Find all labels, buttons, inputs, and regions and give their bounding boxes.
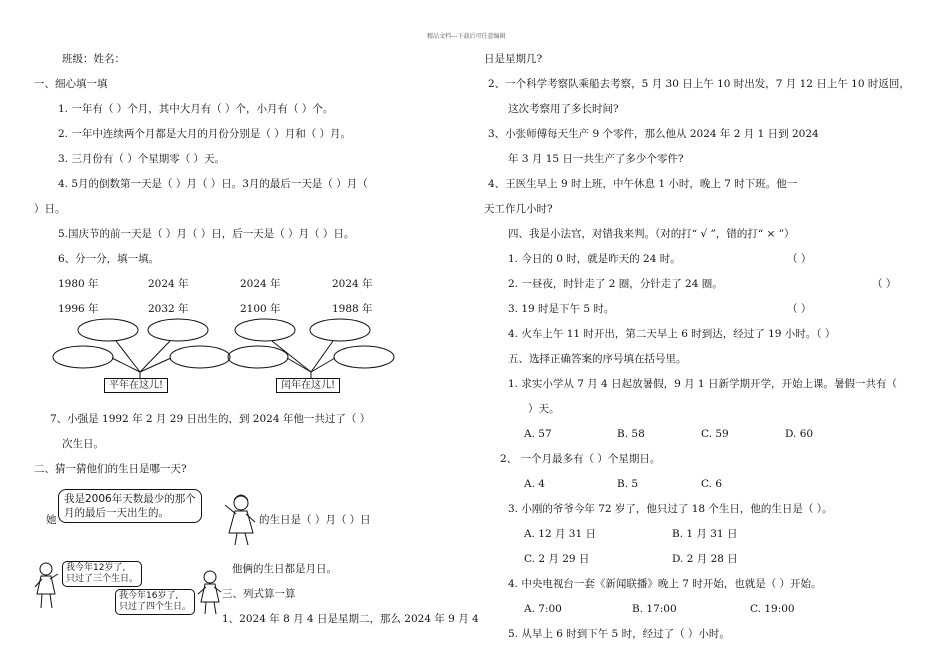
option: A. 12 月 31 日 (524, 528, 596, 540)
question-1-7b: 次生日。 (62, 438, 104, 450)
option: C. 19:00 (750, 603, 795, 615)
answer-oval (53, 346, 113, 368)
option: C. 2 月 29 日 (524, 553, 590, 565)
speech-bubble (58, 489, 202, 523)
answer-oval (228, 346, 288, 368)
section-5-q1b: ）天。 (528, 403, 560, 415)
section-4-q4: 4. 火车上午 11 时开出，第二天早上 6 时到达，经过了 19 小时。（ ） (508, 328, 836, 340)
option: B. 17:00 (632, 603, 677, 615)
question-1-4b: ）日。 (34, 203, 66, 215)
section-3-q2b: 这次考察用了多长时间? (508, 103, 619, 115)
page-header: 精品文档---下载后可任意编辑 (427, 33, 506, 40)
section-3-q1: 1、2024 年 8 月 4 日是星期二，那么 2024 年 9 月 4 (222, 613, 479, 625)
answer-oval (78, 319, 138, 341)
their-birthday-line: 他俩的生日都是月日。 (232, 563, 337, 575)
option: A. 57 (524, 428, 552, 440)
section-3-q3b: 年 3 月 15 日一共生产了多少个零件? (508, 153, 684, 165)
bubble-line: 只过了三个生日。 (66, 574, 139, 584)
class-name-line: 班级：姓名： (62, 53, 125, 65)
section-5-q1a: 1. 求实小学从 7 月 4 日起放暑假，9 月 1 日新学期开学，开始上课。暑假一共有（ (508, 378, 897, 390)
answer-oval (148, 319, 208, 341)
bubble-line: 月的最后一天出生的。 (64, 507, 169, 519)
section-3-q4a: 4、王医生早上 9 时上班，中午休息 1 小时，晚上 7 时下班。他一 (488, 178, 798, 190)
year-label: 1980 年 (58, 278, 99, 290)
bubble-line: 只过了四个生日。 (119, 602, 192, 612)
answer-oval (235, 319, 295, 341)
year-label: 1996 年 (58, 303, 99, 315)
common-year-box: 平年在这儿! (104, 378, 168, 393)
speech-bubble (62, 561, 142, 587)
section-5-q4: 4. 中央电视台一套《新闻联播》晚上 7 时开始，也就是（ ）开始。 (508, 578, 822, 590)
question-1-7a: 7、小强是 1992 年 2 月 29 日出生的，到 2024 年他一共过了（ ） (50, 413, 371, 425)
year-label: 1988 年 (332, 303, 373, 315)
answer-bracket: （ ） (872, 278, 897, 290)
section-4-q2: 2. 一昼夜，时针走了 2 圈，分针走了 24 圈。 (508, 278, 723, 290)
section-4-q1: 1. 今日的 0 时，就是昨天的 24 时。 (508, 253, 681, 265)
option: A. 7:00 (524, 603, 562, 615)
section-5-q2: 2、 一个月最多有（ ）个星期日。 (500, 453, 661, 465)
answer-oval (310, 319, 370, 341)
option: C. 59 (701, 428, 729, 440)
year-label: 2024 年 (332, 278, 373, 290)
year-label: 2032 年 (148, 303, 189, 315)
option: D. 60 (785, 428, 814, 440)
section-5-q5: 5. 从早上 6 时到下午 5 时，经过了（ ）小时。 (508, 628, 730, 640)
section-5-title: 五、选择正确答案的序号填在括号里。 (508, 353, 687, 365)
bubble-line: 我是2006年天数最少的那个 (64, 493, 196, 505)
question-1-4a: 4. 5月的倒数第一天是（ ）月（ ）日。3月的最后一天是（ ）月（ (58, 178, 368, 190)
year-label: 2024 年 (148, 278, 189, 290)
answer-bracket: （ ） (787, 303, 812, 315)
year-label: 2024 年 (240, 278, 281, 290)
speech-bubble (115, 589, 195, 615)
answer-oval (334, 346, 394, 368)
boy-figure-icon (198, 571, 221, 614)
year-label: 2100 年 (240, 303, 281, 315)
bubble-line: 我今年12岁了, (66, 563, 126, 573)
section-4-q3: 3. 19 时是下午 5 时。 (508, 303, 615, 315)
section-5-q3: 3. 小刚的爷爷今年 72 岁了，他只过了 18 个生日，他的生日是（ ）。 (508, 503, 833, 515)
section-2-title: 二、猜一猜他们的生日是哪一天? (34, 463, 187, 475)
section-3-title: 三、列式算一算 (222, 588, 296, 600)
answer-bracket: （ ） (787, 253, 812, 265)
option: B. 1 月 31 日 (672, 528, 738, 540)
she-label: 她 (46, 514, 57, 526)
option: B. 58 (617, 428, 645, 440)
question-1-5: 5.国庆节的前一天是（ ）月（ ）日，后一天是（ ）月（ ）日。 (58, 228, 355, 240)
option: B. 5 (617, 478, 639, 490)
question-1-6: 6、分一分，填一填。 (58, 253, 160, 265)
girl-figure-icon (225, 495, 255, 545)
section-3-q2a: 2、一个科学考察队乘船去考察，5 月 30 日上午 10 时出发，7 月 12 日上午 10 时返回， (488, 78, 910, 90)
option: C. 6 (701, 478, 723, 490)
section-4-title: 四、我是小法官，对错我来判。（对的打“ √ ”，错的打“ × ”） (508, 228, 795, 240)
question-1-3: 3. 三月份有（ ）个星期零（ ）天。 (58, 153, 226, 165)
bubble-line: 我今年16岁了, (119, 591, 179, 601)
section-1-title: 一、细心填一填 (34, 78, 108, 90)
section-3-q1-cont: 日是星期几? (484, 53, 543, 65)
option: A. 4 (524, 478, 545, 490)
section-3-q3a: 3、小张师傅每天生产 9 个零件，那么他从 2024 年 2 月 1 日到 2024 (488, 128, 819, 140)
her-birthday-line: 的生日是（ ）月（ ）日 (259, 514, 371, 526)
answer-oval (170, 346, 230, 368)
question-1-1: 1. 一年有（ ）个月，其中大月有（ ）个，小月有（ ）个。 (58, 103, 334, 115)
question-1-2: 2. 一年中连续两个月都是大月的月份分别是（ ）月和（ ）月。 (58, 128, 352, 140)
section-3-q4b: 天工作几小时? (484, 203, 553, 215)
boy-figure-icon (35, 563, 58, 608)
option: D. 2 月 28 日 (672, 553, 738, 565)
leap-year-box: 闰年在这儿! (276, 378, 340, 393)
